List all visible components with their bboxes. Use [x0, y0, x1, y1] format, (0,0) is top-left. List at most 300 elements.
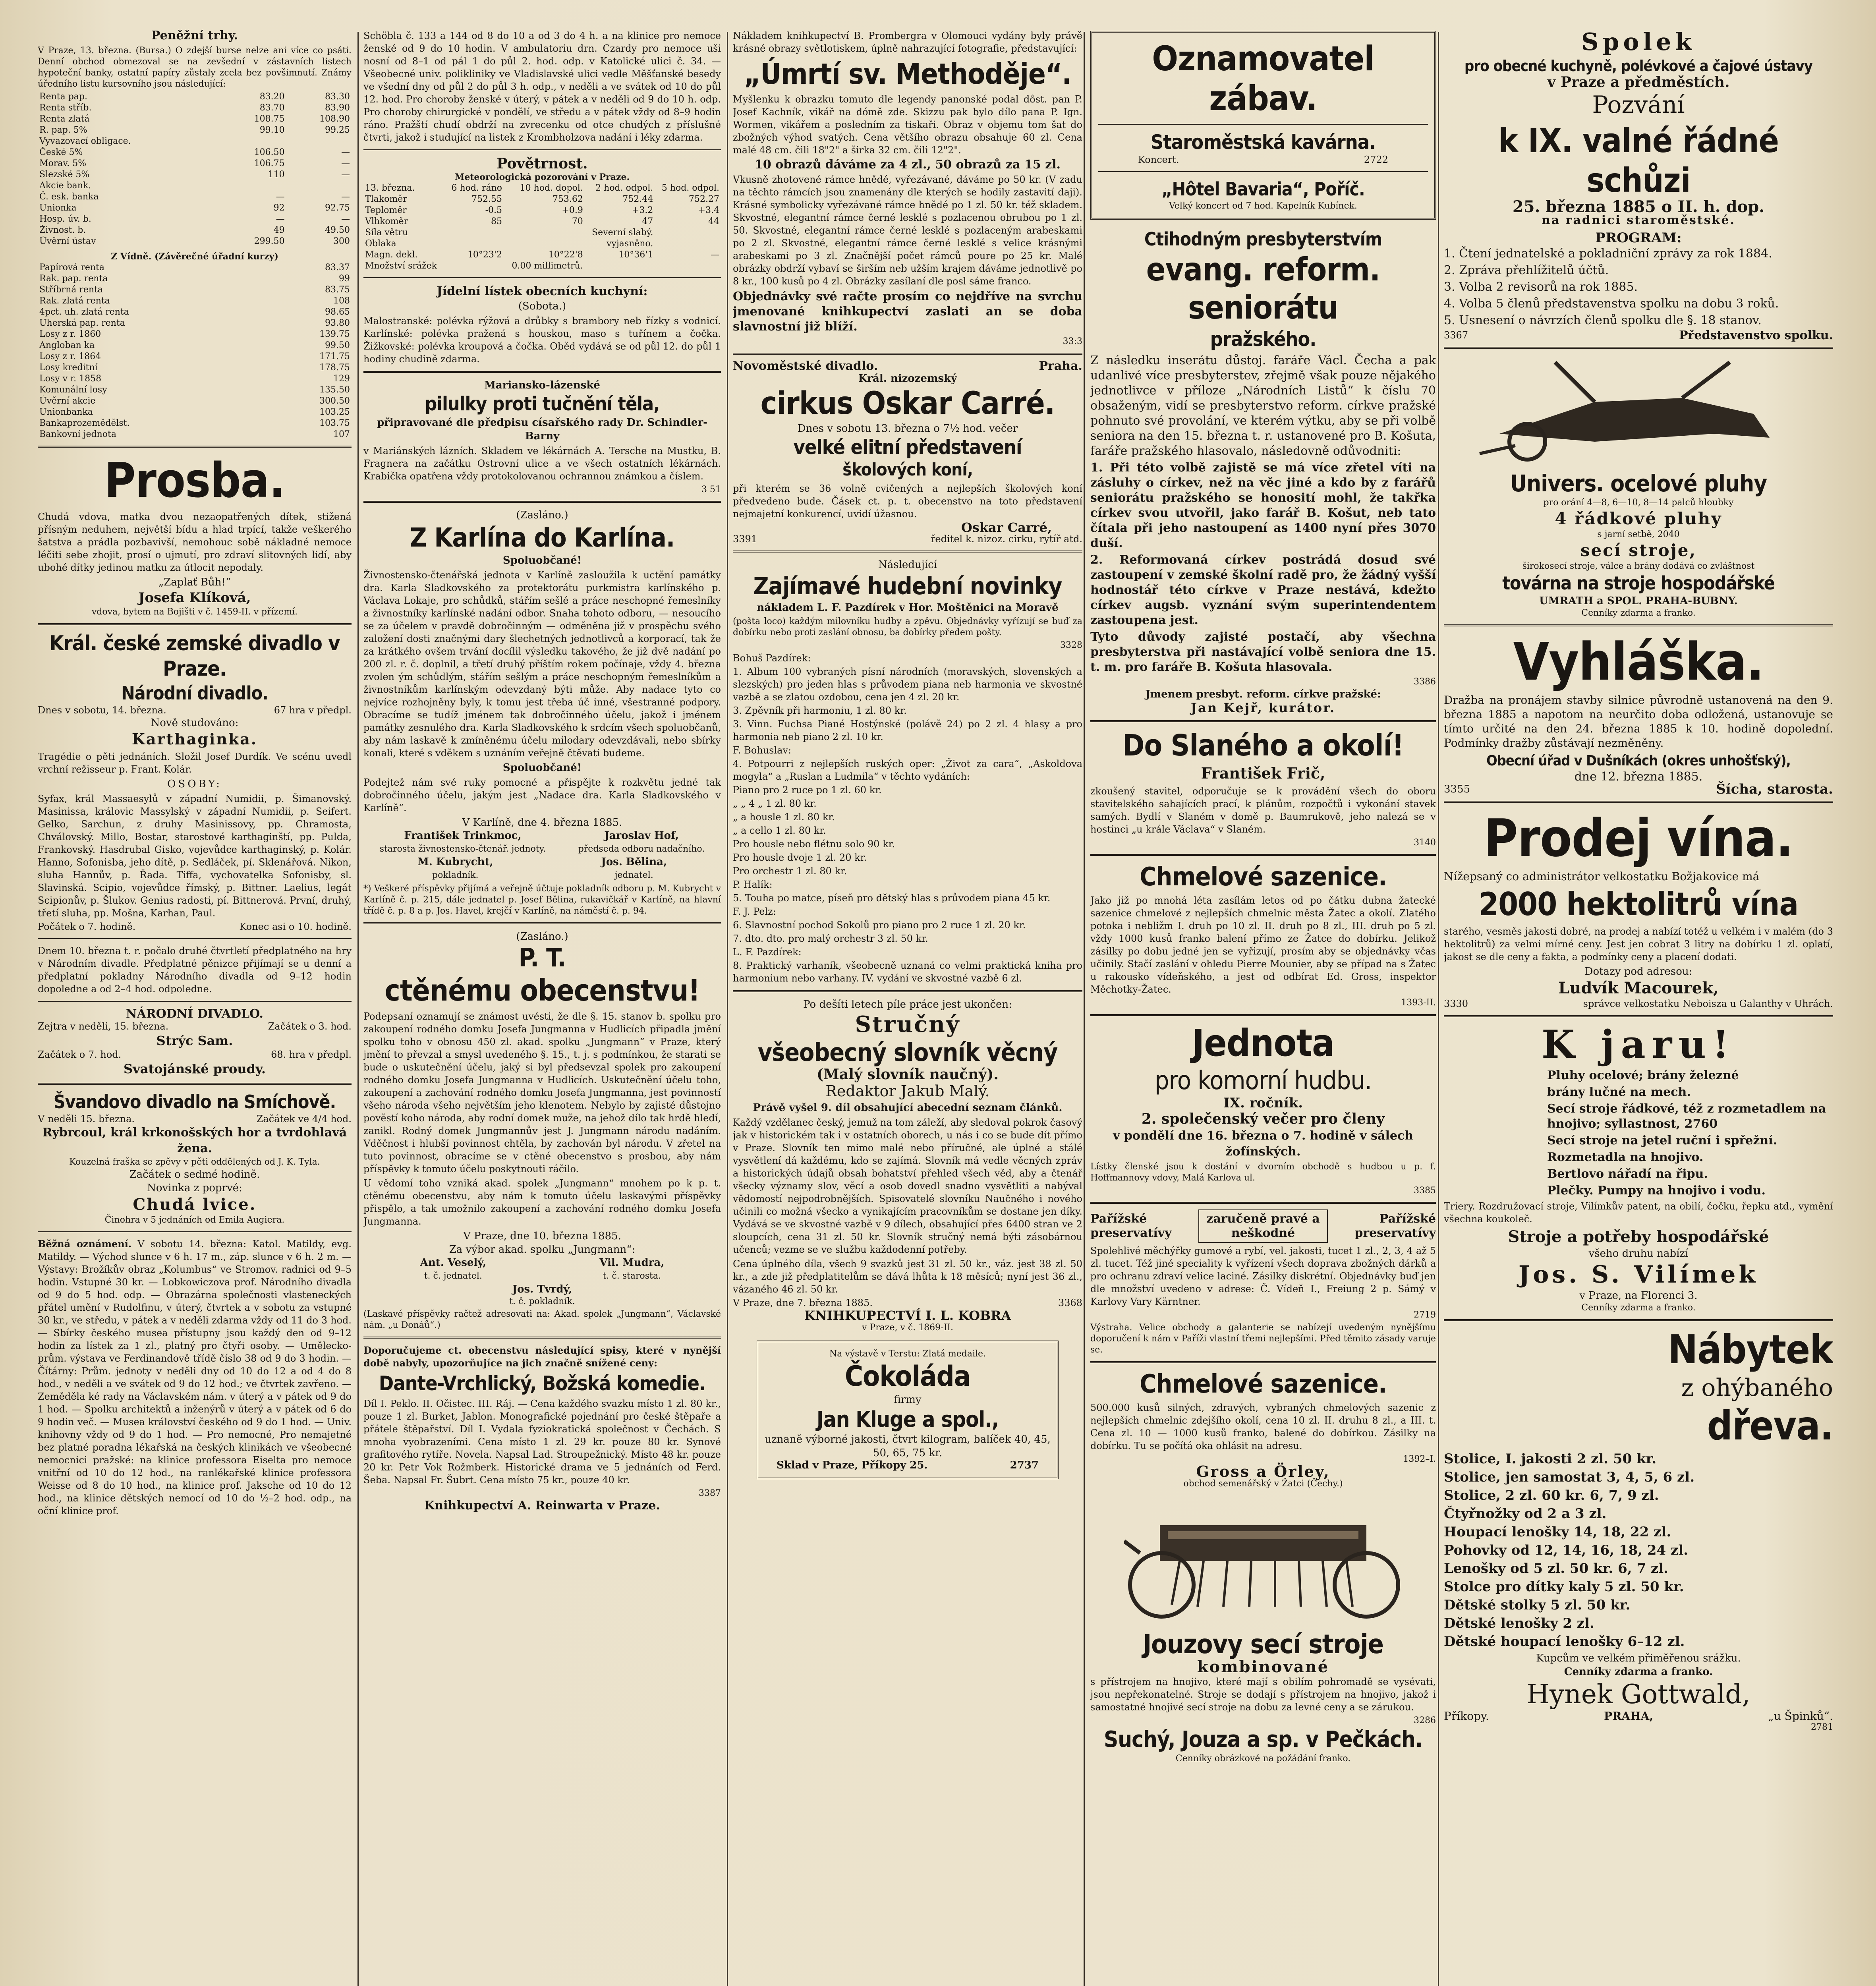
pt-signature-name: Vil. Mudra, [599, 1257, 665, 1269]
circus-sub: Král. nizozemský [858, 373, 957, 384]
money-cell: 99.25 [325, 125, 350, 135]
money-cell: 92 [273, 203, 285, 213]
choc-name: Jan Kluge a spol., [816, 1407, 999, 1432]
chmel2-num: 1392–I. [1403, 1454, 1436, 1464]
money-row [38, 169, 352, 180]
weather-cell: +3.4 [698, 205, 719, 215]
karlin-signature-role: pokladník. [432, 870, 479, 880]
jaru-line2: všeho druhu nabízí [1588, 1248, 1689, 1260]
seed-drill-illustration [1124, 1493, 1402, 1625]
weather-cell [655, 238, 721, 249]
karlin-signature-role: předseda odboru nadačního. [578, 844, 705, 854]
nd-line2b: 68. hra v předpl. [271, 1049, 352, 1060]
divider [1444, 347, 1833, 349]
prosba-motto: „Zaplať Bůh!“ [158, 576, 231, 588]
zaslano-1: (Zasláno.) [516, 509, 568, 521]
pluh-sub: pro orání 4—8, 6—10, 8—14 palců hloubky [1543, 498, 1734, 508]
chmel2-sign: Gross a Örley, [1196, 1462, 1330, 1480]
dict-text: Každý vzdělanec český, jemuž na tom záleží, aby sledoval pokrok časový jak v historickém tak i v ostatních oborech, u nás i co se bude dít přímo v Praze. Slovník ten mimo malé nebo příručné, ale úplné a stálé vysvětlení dá každému, kdo se zajímá. Slovník má vedle věcných zpráv a historických údajů obsah bohatství přehled všech věd, aby a čtenář všecky významy slov, věcí a osob dovedl snadno vysvětliti a nabýval vědomostí nejpodrobnějších. Spisovatelé slovníku Naučného i nového učinili co možná všecko a vynikajícím pracovníkům se dostane jen díky. Vydává se ve skvostné vazbě v 9 dílech, obsahující přes 6400 stran ve 2 sloupcích, cena 31 zl. 50 kr. Slovník stručný nemá býti zásobárnou učenců; vezme se ve službu každodenní potřeby. [733, 1117, 1082, 1255]
vienna-cell: Stříbrná renta [39, 285, 103, 295]
jednota-num: 3385 [1414, 1186, 1436, 1196]
vienna-title: Z Vídně. (Závěrečné úřadní kurzy) [111, 251, 278, 262]
vienna-cell: Rak. pap. renta [39, 274, 108, 284]
divider [1090, 720, 1436, 722]
jaru-item: Rozmetadla na hnojivo. [1547, 1150, 1704, 1164]
vienna-cell: 300.50 [319, 396, 350, 406]
circus-date: Dnes v sobotu 13. března o 7½ hod. večer [797, 423, 1018, 435]
weather-cell: Oblaka [365, 239, 396, 249]
jaru-line: Stroje a potřeby hospodářské [1508, 1227, 1769, 1246]
menu-sub: (Sobota.) [518, 300, 566, 312]
jaru-text: Triery. Rozdružovací stroje, Vilímkův patent, na obilí, čočku, řepku atd., vymění všechna koukoleč. [1444, 1201, 1833, 1225]
divider [363, 501, 721, 503]
weather-cell: 13. března. [365, 183, 415, 193]
nabytek-item: Houpací lenošky 14, 18, 22 zl. [1444, 1524, 1671, 1540]
weather-cell: 44 [708, 216, 719, 226]
money-cell: Morav. 5% [39, 158, 87, 168]
nabytek-sub: z ohýbaného [1681, 1374, 1833, 1402]
program-item: 2. Zpráva přehlížitelů účtů. [1444, 263, 1609, 277]
divider [1090, 1014, 1436, 1016]
weather-row [363, 249, 721, 261]
jaru-title: K jaru! [1541, 1022, 1736, 1067]
pt-sig3b: t. č. pokladník. [509, 1296, 575, 1306]
money-cell: Živnost. b. [39, 225, 86, 235]
weather-cell: 752.44 [622, 194, 653, 204]
circus-line2: školových koní, [842, 460, 973, 480]
vienna-cell: 107 [333, 429, 350, 439]
theatre-nove: Nově studováno: [151, 717, 239, 729]
senior-pre: Ctihodným presbyterstvím [1144, 228, 1382, 250]
gott-num: 2781 [1811, 1722, 1833, 1732]
prosba-title: Prosba. [104, 453, 285, 508]
pt-signatures [363, 1256, 721, 1283]
money-cell: Unionka [39, 203, 77, 213]
menu-title: Jídelní lístek obecních kuchyní: [437, 284, 648, 298]
vienna-row [38, 362, 352, 373]
money-cell: 92.75 [325, 203, 350, 213]
money-cell: — [341, 147, 350, 157]
money-row [38, 147, 352, 158]
money-title: Peněžní trhy. [151, 29, 238, 43]
karlin-signature [578, 829, 705, 856]
dict-title1: Stručný [855, 1011, 960, 1037]
money-row [38, 102, 352, 114]
karlin-text2: Podejtež nám své ruky pomocné a přispějte k rozkvětu jedné tak dobročinného účelu, jakým jest „Nadace dra. Karla Sladkovského v Karlíně“. [363, 777, 721, 813]
jednota-text: Lístky členské jsou k dostání v dvorním obchodě s hudbou u p. f. Hoffmannovy vdovy, Malá Karlova ul. [1090, 1162, 1436, 1183]
weather-cell: +0.9 [562, 205, 583, 215]
vino-name: Ludvík Macourek, [1558, 979, 1719, 997]
svanda-lineb: Začátek ve 4/4 hod. [256, 1113, 352, 1124]
weather-row [363, 261, 721, 272]
karlin-signature [380, 829, 546, 856]
ozn-title: Oznamovatel zábav. [1152, 39, 1374, 118]
music-sub2: (pošta loco) každým milovníku hudby a zpěvu. Objednávky vyřízují se buď za dobírku nebo proti zaslání obnosu, ba dobírky předem pošty. [733, 616, 1082, 638]
theatre-perf: 67 hra v předpl. [274, 705, 352, 716]
divider [733, 990, 1082, 992]
money-row [38, 214, 352, 225]
pt-text: Podepsaní oznamují se známost uvésti, že dle §. 15. stanov b. spolku pro zakoupení rodného domku Josefa Jungmanna v Hudlicích připadla jmění spolku toho v obnosu 450 zl. akad. spolku „Jungmann“ v Praze, který jmění to převzal a smysl uvedeného §. 15., t. j. s podmínkou, že starati se bude o uskutečnění účelu, jaký si byl předsevzal spolek pro zakoupení rodného domku Josefa Jungmanna v Hudlicích. Uskutečnění účelu toho, zakoupení a zachování rodného domku Josefa Jungmanna, jest povinností všeho národa všeho největším jeho klenotem. Nebylo by zajisté důstojno pověstí koho národa, aby rodní domek muže, na jehož dílo tak hrdě hledí, zanikl. Rodný domek Jungmannův jest J. Jungmann národu nadáním. Vděčnost i hlubší povinnost chtěla, by zachován byl národu. V zřetel na tuto povinnost, obracíme se v ctěné obecenstvo s prosbou, aby nám příspěvky k tomuto účelu poskytnouti ráčilo. [363, 1011, 721, 1175]
pill-title: pilulky proti tučnění těla, [425, 393, 660, 415]
vienna-cell: Papírová renta [39, 263, 105, 272]
weather-cell: 753.62 [552, 194, 583, 204]
vienna-row [38, 329, 352, 340]
money-row [38, 236, 352, 247]
svanda-play2-sub: Činohra v 5 jednáních od Emila Augiera. [104, 1215, 285, 1225]
pluh-text: širokosecí stroje, válce a brány dodává co zvláštnost [1522, 561, 1755, 571]
money-row [38, 180, 352, 191]
nd-title: NÁRODNÍ DIVADLO. [126, 1007, 263, 1021]
weather-cell: 10°36'1 [618, 250, 653, 260]
divider [363, 371, 721, 373]
money-cell: Hosp. úv. b. [39, 214, 91, 224]
money-cell: 110 [268, 170, 285, 180]
sec-sub: kombinované [1197, 1658, 1329, 1676]
vino-title: Prodej vína. [1484, 808, 1793, 868]
money-cell: 108.90 [319, 114, 350, 124]
program-item: 5. Usnesení o návrzích členů spolku dle §. 18 stanov. [1444, 313, 1762, 327]
music-item: Piano pro 2 ruce po 1 zl. 60 kr. [733, 784, 882, 796]
vienna-table [38, 262, 352, 440]
pozvani: Pozvání [1592, 91, 1685, 119]
karlin-signature-name: František Trinkmoc, [404, 830, 522, 842]
circus-title: cirkus Oskar Carré. [760, 386, 1055, 421]
pt-title2: ctěnému obecenstvu! [384, 974, 700, 1008]
weather-cell: 10°23'2 [467, 250, 502, 260]
music-intro: Následující [878, 559, 937, 571]
circus-head-r: Praha. [1039, 359, 1082, 373]
vienna-row [38, 262, 352, 273]
dict-sub: Právě vyšel 9. díl obsahující abecední seznam článků. [753, 1102, 1063, 1114]
obraz-title: 10 obrazů dáváme za 4 zl., 50 obrazů za 15 zl. [755, 158, 1061, 172]
jaru-item: Plečky. Pumpy na hnojivo i vodu. [1547, 1184, 1766, 1198]
music-item: „ a cello 1 zl. 80 kr. [733, 825, 826, 836]
divider [1098, 171, 1428, 172]
money-cell: 83.20 [259, 92, 285, 102]
pt-title: P. T. [518, 943, 566, 973]
weather-cell: 752.55 [471, 194, 502, 204]
weather-row [363, 227, 721, 238]
money-cell [221, 136, 286, 147]
weather-cell: +3.2 [632, 205, 653, 215]
senior-num: 3386 [1414, 677, 1436, 687]
vino-adr: Dotazy pod adresou: [1584, 966, 1692, 978]
svanda-novinka: Novinka z poprvé: [147, 1182, 242, 1194]
ozn-venue: Staroměstská kavárna. [1150, 131, 1376, 154]
obraz-text: Vkusně zhotovené rámce hnědé, vyřezávané, dáváme po 50 kr. (V zadu na těchto rámcích jsou znamenány dle kterých se hodily zastavití daji). Krásné symbolicky vyřezávané rámce hnědé po 1 zl. 50 kr. též skladem. Skvostné, elegantní rámce černé lesklé s pozlacenou obrubou po 1 zl. 50. Skvostné, elegantní rámce černé lesklé s pozlaceným arabeskami po 2 zl. Skvostné, elegantní rámce černé lesklé s velice krásnými arabeskami po 3 zl. Značnější počet rámců poure po 25 kr. Malé obrázky obdrží vybaví se širším neb užším krajem dáváme jednotlivě po 8 kr., 100 kusů po 4 zl. Obrázky zasílaní dle posl sáme franco. [733, 174, 1082, 287]
money-cell: — [341, 170, 350, 180]
nabytek-title: Nábytek [1668, 1326, 1833, 1373]
theatre-play: Karthaginka. [131, 730, 258, 748]
music-item: „ a housle 1 zl. 80 kr. [733, 811, 835, 823]
pt-text2: U vědomí toho vzniká akad. spolek „Jungmann“ mnohem po k p. t. ctěnému obecenstvu, aby nám k tomuto účelu laskavými příspěvky přispělo, a tak umožnilo zakoupení a zachování rodného domku Josefa Jungmanna. [363, 1178, 721, 1227]
weather-cell: Množství srážek [365, 261, 437, 271]
senior-sign: Jmenem presbyt. reform. církve pražské: [1145, 688, 1381, 700]
music-item: F. Bohuslav: [733, 745, 792, 756]
senior-title: evang. reform. seniorátu [1146, 251, 1380, 326]
money-row [38, 203, 352, 214]
svanda-play-sub: Kouzelná fraška se zpěvy v pěti oddělených od J. K. Tyla. [69, 1157, 320, 1167]
nabytek-sub2: dřeva. [1707, 1403, 1833, 1449]
schuze-title: k IX. valné řádné schůzi [1498, 121, 1779, 200]
music-item: L. F. Pazdírek: [733, 947, 802, 958]
nd-line1b: Začátek o 3. hod. [268, 1021, 352, 1032]
vienna-row [38, 429, 352, 440]
svanda-title: Švandovo divadlo na Smíchově. [53, 1091, 336, 1113]
umrti-text: Myšlenku k obrazku tomuto dle legendy panonské podal dôst. pan P. Josef Kachník, vikář na dómě zde. Skizzu pak bylo dílo pana P. Ign. Wormen, vikářem a posledním za tiskaři. Obraz v objemu tom šat do zbožných výhod svatých. Cena většího obrazu obsahuje 60 zl. Cena malé 48 cm. čili 18"2" a širka 32 cm. čili 12"2". [733, 94, 1082, 156]
vienna-cell: 129 [333, 374, 350, 384]
vienna-cell: 4pct. uh. zlatá renta [39, 307, 129, 317]
dict-pub: KNIHKUPECTVÍ I. L. KOBRA [804, 1308, 1011, 1323]
weather-cell: 10°22'8 [548, 250, 583, 260]
dict-title3: (Malý slovník naučný). [817, 1066, 999, 1083]
theatre-date: Dnes v sobotu, 14. března. [38, 705, 166, 716]
theatre-text2: Dnem 10. března t. r. počalo druhé čtvrtletí předplatného na hry v Národním divadle. Předplatné pěnizce přijímají se u denní a předplatní pokladny Národního divadla od 9–12 hodin dopoledne a od 2–4 hod. odpoledne. [38, 945, 352, 995]
program-num: 3367 [1444, 330, 1468, 341]
karlin-signature-role: jednatel. [614, 870, 653, 880]
divider [1444, 1319, 1833, 1321]
column-rule [357, 32, 359, 1986]
divider [38, 446, 352, 448]
karlin-signature-name: Jos. Bělina, [601, 856, 667, 868]
vienna-cell: 98.65 [325, 307, 350, 317]
column-rule [1438, 32, 1439, 1986]
vienna-cell: Losy z r. 1860 [39, 329, 101, 339]
money-cell: Akcie bank. [39, 181, 91, 191]
chocolate-ad [757, 1341, 1059, 1479]
music-item: F. J. Pelz: [733, 906, 776, 917]
karlin-note: *) Veškeré příspěvky přijímá a veřejně účtuje pokladník odboru p. M. Kubrycht v Karlíně č. p. 215, dále jednatel p. Josef Bělina, rukavičkář v Karlíně, na hlavní třídě č. p. 8 a p. Jos. Havel, krejčí v Karlíně, na náměstí č. p. 94. [363, 884, 721, 916]
sec-foot: Cenníky obrázkové na požádání franko. [1175, 1754, 1351, 1764]
money-cell: České 5% [39, 147, 83, 157]
money-cell: 299.50 [254, 236, 285, 246]
gottwald: Hynek Gottwald, [1526, 1679, 1750, 1710]
choc-firm: firmy [894, 1394, 922, 1406]
books-intro: Doporučujeme ct. obecenstvu následující spisy, které v nynější době nabyly, upozorňujíce na jich značně snížené ceny: [363, 1345, 721, 1369]
nabytek-line: Kupcům ve velkém přiměřenou srážku. [1536, 1652, 1741, 1664]
pluh-line: 4 řádkové pluhy [1555, 509, 1722, 528]
money-cell: — [341, 192, 350, 202]
karlin-signature-role: starosta živnostensko-čtenář. jednoty. [379, 844, 546, 854]
weather-cell: Tlakoměr [365, 194, 407, 204]
pluh-firm2: UMRATH a SPOL. PRAHA-BUBNY. [1539, 595, 1738, 607]
money-cell [286, 136, 352, 147]
nabytek-foot: Cenníky zdarma a franko. [1564, 1666, 1713, 1678]
vino-big: 2000 hektolitrů vína [1478, 886, 1799, 923]
weather-cell: 5 hod. odpol. [661, 183, 719, 193]
pluh-title: Univers. ocelové pluhy [1510, 470, 1767, 497]
money-row [38, 191, 352, 203]
divider [1444, 624, 1833, 626]
prosba-sign-sub: vdova, bytem na Bojišti v č. 1459-II. v přízemí. [91, 607, 298, 617]
nd-play1: Strýc Sam. [156, 1033, 233, 1048]
vienna-cell: Komunální losy [39, 385, 107, 395]
money-cell: Úvěrní ústav [39, 236, 96, 246]
theatre-osoby: Syfax, král Massaesylů v západní Numidii, p. Šimanovský. Masinissa, královic Massylský v západní Numidii, p. Seifert. Gelko, Sarchun, z druhy Masinissovy, pp. Chramosta, Chválovský. Millo, Bostar, starostové karthaginští, pp. Pulda, Frankovský. Hasdrubal Gisko, vojevůdce karthaginský, p. Kolár. Hanno, Sofonisba, jeho dítě, p. Sedláček, pí. Sklenářová. Nikon, sluha Hannův, p. Řada. Tiffa, vychovatelka Sofonisby, sl. Slavinská. Scipio, vojevůdce římský, p. Bittner. Laelius, legát Scipionův, p. Šlukov. Genius radosti, pí. Bittnerová. První, druhý, třetí sluha, pp. Mošna, Karhan, Paul. [38, 793, 352, 919]
divider [1090, 854, 1436, 856]
column-rule [727, 32, 728, 1986]
nabytek-item: Stolice, 2 zl. 60 kr. 6, 7, 9 zl. [1444, 1488, 1659, 1503]
weather-cell [585, 261, 655, 272]
pluh-foot: Cenníky zdarma a franko. [1581, 608, 1696, 618]
pill-text: v Mariánských lázních. Skladem ve lékárnách A. Tersche na Mustku, B. Fragnera na začátku Ostrovní ulice a ve všech ostatních lékárnách. Krabička opatřena vždy protokolovanou ochrannou známkou a číslem. [363, 445, 721, 482]
weather-cell [445, 238, 504, 249]
vyhlaska-title: Vyhláška. [1513, 632, 1764, 692]
semen-mid: zaručeně pravé a neškodné [1198, 1209, 1327, 1243]
jaru-items [1444, 1068, 1833, 1198]
money-row [38, 91, 352, 102]
chmel2-text: 500.000 kusů silných, zdravých, vybraných chmelových sazenic z nejlepších chmelnic zdejšího okolí, cena 10 zl. II. druhu 8 zl., a III. t. Cena zl. 10 — 1000 kusů franko, balené do dobírkou. Zásilky na dobírku. Tu se počítá oka ohlásit na adresu. [1090, 1402, 1436, 1451]
weather-row [363, 194, 721, 205]
nabytek-item: Lenošky od 5 zl. 50 kr. 6, 7 zl. [1444, 1561, 1668, 1576]
circus-sign-sub: ředitel k. nizoz. cirku, rytíř atd. [930, 533, 1082, 545]
column-5 [1444, 28, 1833, 1986]
vienna-cell: Losy v r. 1858 [39, 374, 102, 384]
spolek-sub2: v Praze a předměstích. [1547, 74, 1730, 91]
music-sub: nákladem L. F. Pazdírek v Hor. Moštěnici na Moravě [757, 602, 1059, 614]
money-cell: 49.50 [325, 225, 350, 235]
vienna-cell: Úvěrní akcie [39, 396, 96, 406]
vienna-cell: Bankovní jednota [39, 429, 116, 439]
pt-signature [599, 1256, 664, 1283]
divider [38, 623, 352, 625]
program-item: 3. Volba 2 revisorů na rok 1885. [1444, 280, 1638, 294]
bezne-title: Běžná oznámení. [38, 1238, 132, 1250]
jednota-line: 2. společenský večer pro členy [1141, 1111, 1385, 1127]
weather-cell [504, 227, 585, 238]
theatre-end: Konec asi o 10. hodině. [239, 921, 352, 932]
music-item: „ „ 4 „ 1 zl. 80 kr. [733, 798, 817, 809]
weather-cell: 70 [572, 216, 583, 226]
jaru-item: Secí stroje na jetel ruční i spřežní. [1547, 1134, 1777, 1148]
vienna-cell: 108 [333, 296, 350, 306]
vienna-row [38, 373, 352, 384]
slane-title: Do Slaného a okolí! [1123, 728, 1404, 763]
vienna-row [38, 351, 352, 362]
music-item: Bohuš Pazdírek: [733, 653, 811, 664]
divider [363, 922, 721, 924]
nd-play2: Svatojánské proudy. [123, 1061, 266, 1076]
music-title: Zajímavé hudební novinky [753, 572, 1062, 600]
vienna-cell: 103.25 [319, 407, 350, 417]
weather-cell: Teploměr [365, 205, 407, 215]
semen-text: Spolehlivé měchýřky gumové a rybí, vel. jakosti, tucet 1 zl., 2, 3, 4 až 5 zl. tucet. Též jiné speciality k vyřízení všech doprava zbožných dárků a pro ochranu zdraví velice laciné. Zásilky diskrétní. Objednávky buď jen dle množství uvedeno v adrese: Č. Vídeň I., Freiung 2 p. Sámý v Karlovy Vary Kärntner. [1090, 1245, 1436, 1307]
karlin-signatures-2 [363, 856, 721, 882]
money-cell [221, 180, 286, 191]
money-cell: R. pap. 5% [39, 125, 87, 135]
vienna-cell: 83.37 [325, 263, 350, 272]
dict-title2: všeobecný slovník věcný [757, 1038, 1058, 1067]
bezne-text: V sobotu 14. března: Katol. Matildy, evg. Matildy. — Východ slunce v 6 h. 17 m., záp. slunce v 6 h. 2 m. — Výstavy: Brožíkův obraz „Kolumbus“ ve Stromov. radnici od 9–5 hodin. Vstupné 30 kr. — Lobkowiczova prof. Národního divadla od 9 do 5 hod. odp. — Obrazárna společnosti vlasteneckých přátel umění v Rudolfinu, v úterý, čtvrtek a v sobotu za vstupné 30 kr., ve středu, v pátek a v neděli zdarma vždy od 11 do 3 hod. — Sbírky českého musea přístupny jsou každý den od 9–12 hodin za lístek za 1 zl., platný pro čtyři osoby. — Umělecko-prům. výstava ve Ferdinandově třídě číslo 38 od 9 do 3 hodin. — Čítárny: Prům. jednoty v neděli dny od 10 do 12 a od 4 do 8 hod., v neděli a ve svátek od 9 do 12 hod.; ve čtvrtek zavřeno. — Zeměděla ké rady na Václavském nám. v úterý a v pátek od 9 do 1 hod. — Spolku architektů a inženýrů v úterý a v pátek od 6 do 9 hodin več. — Musea království českého od 9 do 1 hod. — Univ. knihovny vždy od 9 do 1 hod. — Pro nemocné, Pro nemajetné bez platné poradna lékařská na českých klinikách ve všeobecné nemocnici pražské: na klinice professora Eiselta pro nemoce vnitřní od 10 do 12 hod., na ranlékařské klinice professora Weisse od 8 do 10 hod., na klinice prof. Jaksche od 10 do 12 hod., na klinice dětských nemocí od 10 do ½–2 hod. odp., na oční klinice prof. [38, 1238, 352, 1517]
program-title: PROGRAM: [1595, 230, 1682, 246]
svanda-line2: Začátek o sedmé hodině. [129, 1169, 260, 1180]
money-cell: Renta pap. [39, 92, 87, 102]
dict-date: V Praze, dne 7. března 1885. [733, 1297, 873, 1308]
vyhlaska-sign: Šícha, starosta. [1716, 781, 1833, 797]
vino-name-sub: správce velkostatku Neboisza u Galanthy v Uhrách. [1583, 998, 1833, 1009]
karlin-signature [417, 856, 493, 882]
column-rule [1084, 32, 1085, 1986]
circus-head: Novoměstské divadlo. [733, 359, 878, 373]
money-cell: 106.50 [254, 147, 285, 157]
vienna-cell: 178.75 [319, 363, 350, 373]
vyhlaska-place: Obecní úřad v Dušníkách (okres unhošťský), [1486, 753, 1791, 769]
vienna-row [38, 340, 352, 351]
karlin-greet: Spoluobčané! [502, 554, 582, 566]
money-cell: 83.90 [325, 103, 350, 113]
vienna-cell: 139.75 [319, 329, 350, 339]
divider [363, 1337, 721, 1339]
weather-cell: Magn. dekl. [365, 250, 418, 260]
column-2 [363, 28, 721, 1986]
vienna-cell: Losy kreditní [39, 363, 98, 373]
vienna-row [38, 273, 352, 284]
money-cell: 300 [333, 236, 350, 246]
program-item: 4. Volba 5 členů představenstva spolku na dobu 3 roků. [1444, 297, 1779, 311]
divider [733, 353, 1082, 355]
prosba-text: Chudá vdova, matka dvou nezaopatřených dítek, stižená přísným neduhem, největší bídu a hlad trpící, takže veškerého šatstva a prádla pozbavivší, nemohouc sobě nákladné nemoce léčiti sebe zhojit, prosí o ujmutí, pro zdraví slitovných lidí, aby ubohé dítky jedinou matku za útlocit nepodaly. [38, 511, 352, 573]
ozn-sub: Koncert. [1138, 154, 1179, 165]
nd-line2: Začátek o 7. hod. [38, 1049, 122, 1060]
clinic-text: Schöbla č. 133 a 144 od 8 do 10 a od 3 do 4 h. a na klinice pro nemoce ženské od 9 do 10 hodin. V ambulatoriu drn. Czardy pro nemoce uši nosní od 8–1 od pál 1 do půl 2. hod. odp. v Katolické ulici č. 34. — Všeobecné univ. polikliniky ve Vladislavské ulici vedle Měšťanské besedy ve všední dny od půl 2 do půl 3 h. odp., v neděli a ve svátek od 10 do půl 12. hod. Pro choroby ženské v úterý, v pátek a v neděli od 9 do 10 h. odp. Pro choroby chirurgické v pondělí, ve středu a v pátek vždy od 8–9 hodin ráno. Pražští chudí obdrží na zvrecenku od otce chudých z příslušné čtvrti, jakož i studující na listek z Krombholzova nadání i léky zdarma. [363, 30, 721, 143]
circus-num: 3391 [733, 533, 757, 545]
slane-name: František Frič, [1201, 764, 1325, 782]
vienna-cell: 83.75 [325, 285, 350, 295]
sec-text: s přístrojem na hnojivo, které mají s obilím pohromadě se vysévati, jsou nepřekonatelné. Stroje se dodají s přístrojem na hnojivo, jakož i samostatné hnojivé secí stroje na dobu za levné ceny a se zárukou. [1090, 1676, 1436, 1713]
jednota-line2: v pondělí dne 16. března o 7. hodině v sálech žofínských. [1113, 1129, 1414, 1159]
semen-left: Pařížské preservatívy [1090, 1212, 1172, 1240]
chmel-text: Jako již po mnohá léta zasílám letos od po čátku dubna žatecké sazenice chmelové z nejlepších chmelnic města Žatec a okolí. Zlatého potoka i nebližm I. druh po 10 zl. II. druh po 8 zl., III. druh po 5 zl. vždy 1000 kusů franko balení přímo ze Žatce do dobírku. Jelikož zásilky po dobu jedné jen se vyřizují, prosím aby se objednávky včas učinily. Stačí zaslání v ohledu Pierre Mounier, aby se případ na s Žatec u rakousko vídeňského, a jest od odbírat Ed. Gross, inspektor Měchotky-Žatec. [1090, 895, 1436, 995]
weather-cell: Severní slabý. [592, 228, 653, 238]
pluh-line2: s jarní setbě, 2040 [1597, 529, 1680, 539]
music-item: 4. Potpourri z nejlepších ruských oper: „Život za cara“, „Askoldova mogyla“ a „Ruslan a Ludmila“ v těchto vydáních: [733, 758, 1082, 782]
dict-intro: Po dešíti letech píle práce jest ukončen: [803, 999, 1012, 1010]
weather-cell: Síla větru [365, 228, 408, 238]
senior-item: 1. Při této volbě zajistě se má více zřetel víti na zásluhy o církev, než na věc jiné a kdo by z farářů seniorátu pražského se honosití mohl, že takřka církev svou utvořil, jako farář B. Košut, neb tato čítala při jeho nastoupení as 1400 nyní přes 3070 duší. [1090, 461, 1436, 550]
money-cell: 83.30 [325, 92, 350, 102]
books-footer: Knihkupectví A. Reinwarta v Praze. [424, 1499, 660, 1513]
music-item: 3. Zpěvník při harmoniu, 1 zl. 80 kr. [733, 705, 907, 716]
nabytek-item: Stolice, I. jakosti 2 zl. 50 kr. [1444, 1451, 1657, 1467]
circus-text: při kterém se 36 volně cvičených a nejlepších školových koní předvedeno bude. Čásek ct. p. t. obecenstvo na toto představení nejmajetní konkurencí, uvidí úžasnou. [733, 483, 1082, 520]
nabytek-item: Stolce pro dítky kaly 5 zl. 50 kr. [1444, 1579, 1684, 1595]
choc-top: Na výstavě v Terstu: Zlatá medaile. [829, 1349, 986, 1359]
pt-signature-role: t. č. jednatel. [424, 1271, 482, 1281]
vienna-cell: Unionbanka [39, 407, 93, 417]
ozn-num: 2722 [1364, 154, 1388, 165]
money-cell: 99.10 [259, 125, 285, 135]
jaru-item: Bertlovo nářadí na řipu. [1547, 1167, 1708, 1181]
pt-note: (Laskavé příspěvky račtež adresovati na: Akad. spolek „Jungmann“, Václavské nám. „u Donáů“.) [363, 1309, 721, 1330]
jaru-firm: Jos. S. Vilímek [1518, 1261, 1759, 1289]
vienna-cell: Rak. zlatá renta [39, 296, 110, 306]
money-cell: Č. esk. banka [39, 192, 99, 202]
karlin-signature [601, 856, 667, 882]
nabytek-item: Dětské houpací lenošky 6–12 zl. [1444, 1634, 1685, 1650]
weather-row [363, 183, 721, 194]
weather-cell: 10 hod. dopol. [520, 183, 583, 193]
karlin-date: V Karlíně, dne 4. března 1885. [462, 817, 622, 829]
schuze-date: 25. března 1885 o II. h. dop. [1512, 197, 1765, 216]
weather-cell: vyjasněno. [607, 239, 653, 249]
divider [1444, 1015, 1833, 1017]
choc-num: 2737 [1010, 1459, 1039, 1471]
svanda-play2: Chudá lvice. [133, 1195, 257, 1214]
money-cell: 106.75 [254, 158, 285, 168]
program-items [1444, 246, 1833, 328]
jaru-item: Pluhy ocelové; brány železné [1547, 1068, 1739, 1082]
pluh-line3: secí stroje, [1580, 541, 1697, 560]
